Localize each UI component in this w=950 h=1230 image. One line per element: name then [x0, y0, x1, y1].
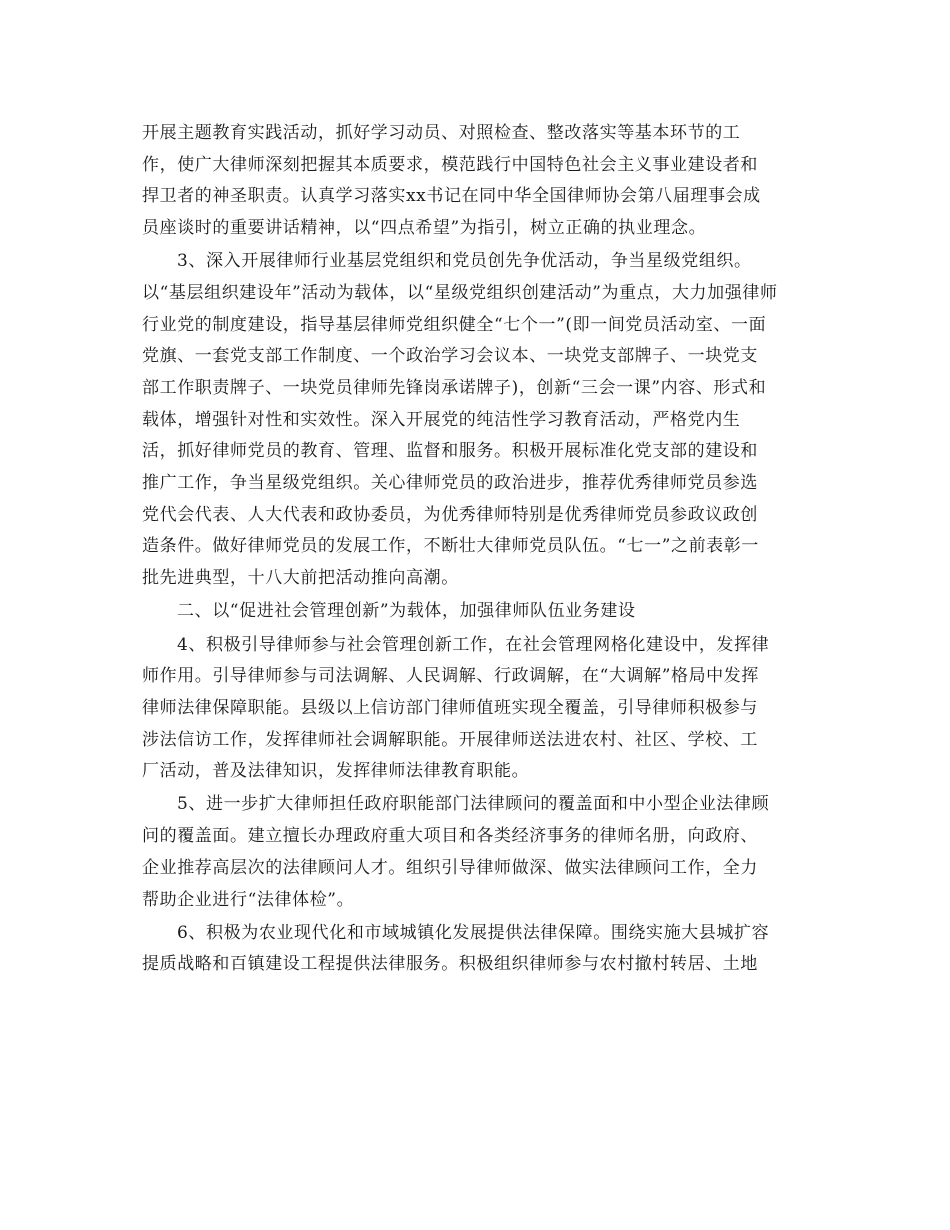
text-line: 作，使广大律师深刻把握其本质要求，模范践行中国特色社会主义事业建设者和	[142, 154, 758, 175]
text-line: 推广工作，争当星级党组织。关心律师党员的政治进步，推荐优秀律师党员参选	[142, 473, 758, 494]
text-line: 载体，增强针对性和实效性。深入开展党的纯洁性学习教育活动，严格党内生	[142, 409, 741, 430]
paragraph-first-line: 6、积极为农业现代化和市域城镇化发展提供法律保障。围绕实施大县城扩容	[177, 922, 770, 943]
paragraph-first-line: 4、积极引导律师参与社会管理创新工作，在社会管理网格化建设中，发挥律	[177, 634, 770, 655]
text-line: 师作用。引导律师参与司法调解、人民调解、行政调解，在“大调解”格局中发挥	[142, 666, 759, 687]
text-line: 提质战略和百镇建设工程提供法律服务。积极组织律师参与农村撤村转居、土地	[142, 954, 758, 975]
text-line: 党代会代表、人大代表和政协委员，为优秀律师特别是优秀律师党员参政议政创	[142, 504, 758, 525]
text-line: 捍卫者的神圣职责。认真学习落实xx书记在同中华全国律师协会第八届理事会成	[142, 186, 761, 207]
text-line: 开展主题教育实践活动，抓好学习动员、对照检查、整改落实等基本环节的工	[142, 123, 741, 143]
paragraph-first-line: 3、深入开展律师行业基层党组织和党员创先争优活动，争当星级党组织。	[177, 251, 752, 272]
text-line: 批先进典型，十八大前把活动推向高潮。	[142, 568, 459, 589]
text-line: 行业党的制度建设，指导基层律师党组织健全“七个一”(即一间党员活动室、一面	[142, 314, 767, 335]
text-line: 造条件。做好律师党员的发展工作，不断壮大律师党员队伍。“七一”之前表彰一	[142, 536, 759, 557]
document-body	[142, 118, 812, 981]
text-line: 律师法律保障职能。县级以上信访部门律师值班实现全覆盖，引导律师积极参与	[142, 697, 758, 718]
text-line: 企业推荐高层次的法律顾问人才。组织引导律师做深、做实法律顾问工作，全力	[142, 857, 758, 878]
text-line: 帮助企业进行“法律体检”。	[142, 889, 355, 910]
text-line: 员座谈时的重要讲话精神，以“四点希望”为指引，树立正确的执业理念。	[142, 218, 707, 239]
text-line: 党旗、一套党支部工作制度、一个政治学习会议本、一块党支部牌子、一块党支	[142, 346, 758, 367]
text-line: 部工作职责牌子、一块党员律师先锋岗承诺牌子)，创新“三会一课”内容、形式和	[142, 378, 767, 398]
text-line: 以“基层组织建设年”活动为载体，以“星级党组织创建活动”为重点，大力加强律师	[142, 282, 778, 303]
paragraph-first-line: 5、进一步扩大律师担任政府职能部门法律顾问的覆盖面和中小型企业法律顾	[177, 794, 770, 815]
paragraph-first-line: 二、以“促进社会管理创新”为载体，加强律师队伍业务建设	[177, 601, 636, 622]
text-line: 问的覆盖面。建立擅长办理政府重大项目和各类经济事务的律师名册，向政府、	[142, 826, 758, 847]
text-line: 厂活动，普及法律知识，发挥律师法律教育职能。	[142, 761, 530, 782]
text-line: 活，抓好律师党员的教育、管理、监督和服务。积极开展标准化党支部的建设和	[142, 441, 758, 462]
text-line: 涉法信访工作，发挥律师社会调解职能。开展律师送法进农村、社区、学校、工	[142, 729, 758, 750]
